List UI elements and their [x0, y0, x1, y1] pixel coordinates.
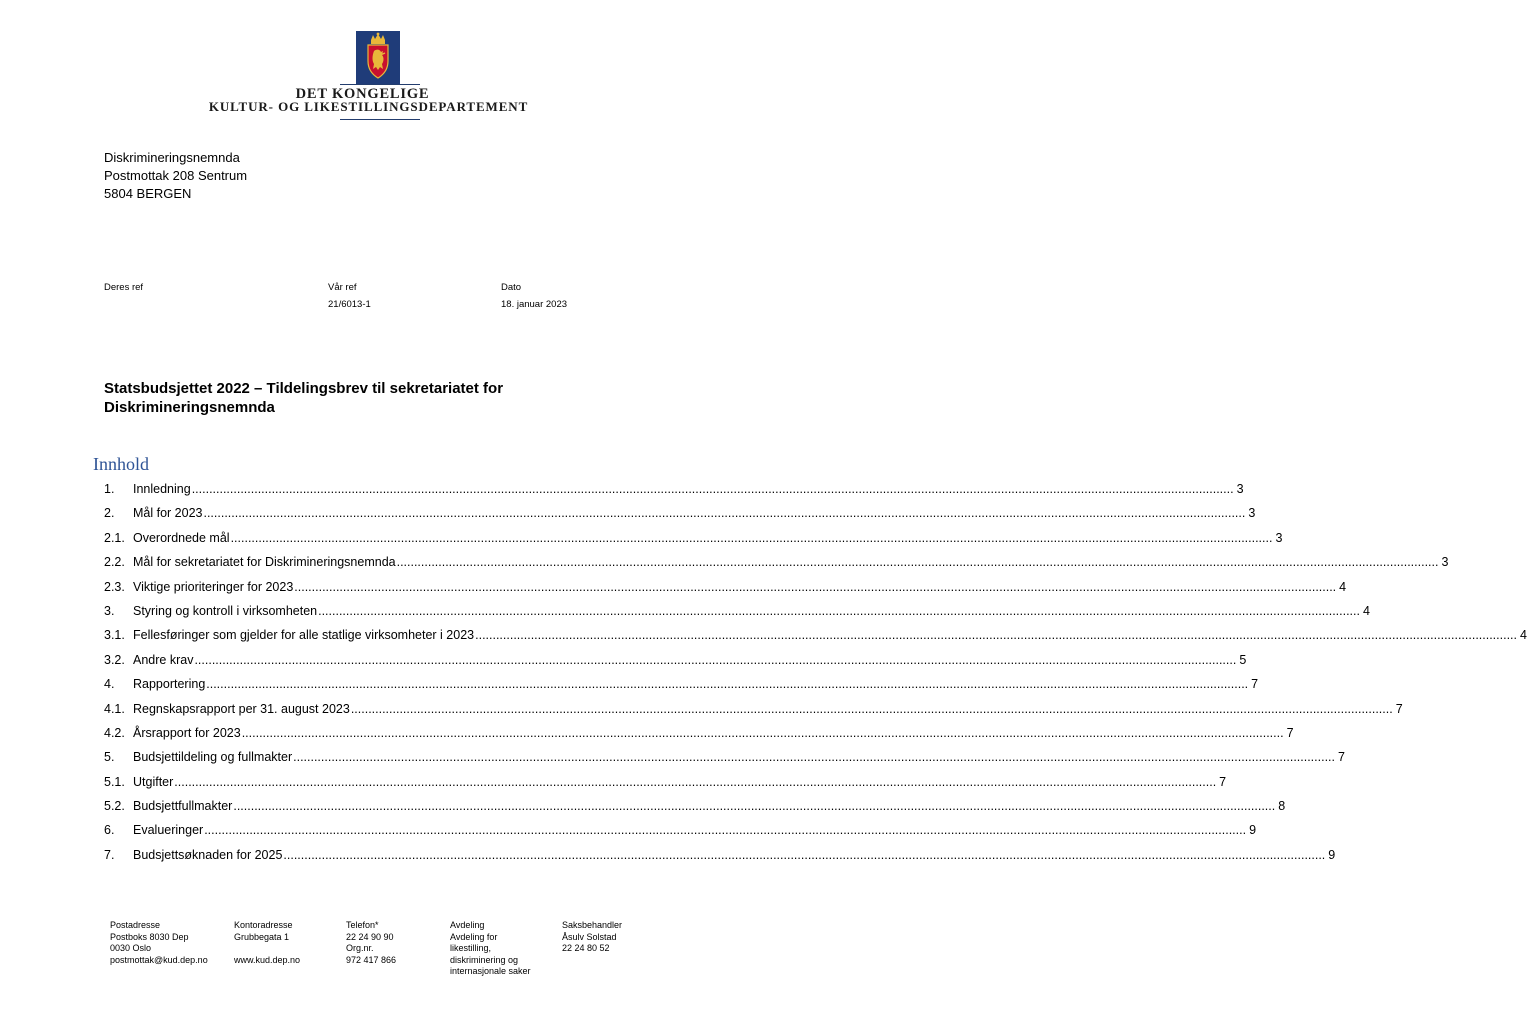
toc-entry-leader: ............................................................................................................................................................................................................................................................................................................: [203, 506, 1246, 521]
toc-entry[interactable]: [104, 603, 1370, 628]
toc-entry-number: 3.2.: [104, 652, 125, 667]
toc-entry-leader: ............................................................................................................................................................................................................................................................................................................: [204, 823, 1247, 838]
toc-entry[interactable]: [104, 677, 1259, 701]
toc-entry-title[interactable]: Budsjettildeling og fullmakter: [133, 750, 293, 765]
toc-entry-page[interactable]: 3: [1236, 482, 1244, 496]
toc-heading: Innhold: [93, 454, 149, 474]
toc-entry-leader: ............................................................................................................................................................................................................................................................................................................: [396, 555, 1439, 570]
toc-entry-leader: ............................................................................................................................................................................................................................................................................................................: [241, 725, 1284, 740]
toc-entry-page[interactable]: 3: [1441, 555, 1449, 570]
dato-label: Dato: [501, 282, 522, 293]
toc-entry-title[interactable]: Evalueringer: [133, 823, 204, 838]
toc-entry-page[interactable]: 9: [1328, 847, 1336, 862]
footer-avdeling-line: Avdeling for: [450, 931, 498, 942]
footer-avdeling-line: likestilling,: [450, 943, 492, 953]
toc-entry[interactable]: [104, 628, 1527, 652]
footer-saksbehandler-phone: 22 24 80 52: [562, 943, 610, 953]
footer-postadresse-line: Postboks 8030 Dep: [110, 931, 189, 942]
toc-entry-number: 3.1.: [104, 628, 125, 643]
toc-entry-leader: ............................................................................................................................................................................................................................................................................................................: [318, 603, 1360, 618]
toc-entry-number: 4.: [104, 677, 115, 692]
footer-website-link[interactable]: www.kud.dep.no: [234, 954, 301, 965]
footer-telefon-number: 22 24 90 90: [346, 931, 394, 942]
toc-entry-number: 2.1.: [104, 530, 125, 545]
toc-entry-number: 6.: [104, 823, 115, 838]
toc-entry-title[interactable]: Styring og kontroll i virksomheten: [133, 603, 318, 618]
toc-entry-title[interactable]: Fellesføringer som gjelder for alle statlige virksomheter i 2023: [133, 628, 475, 643]
toc-entry-title[interactable]: Mål for 2023: [133, 506, 203, 521]
toc-entry[interactable]: [104, 823, 1257, 847]
footer-telefon-label: Telefon*: [346, 920, 379, 930]
toc-entry-leader: ............................................................................................................................................................................................................................................................................................................: [194, 652, 1237, 667]
department-line-1: DET KONGELIGE: [295, 86, 430, 102]
toc-entry-number: 5.1.: [104, 774, 125, 789]
footer-postadresse-label: Postadresse: [110, 920, 161, 930]
toc-entry-page[interactable]: 7: [1395, 701, 1403, 716]
toc-entry-page[interactable]: 4: [1520, 628, 1527, 643]
toc-entry-page[interactable]: 3: [1275, 530, 1283, 545]
toc-entry-number: 3.: [104, 603, 115, 618]
toc-entry-leader: ............................................................................................................................................................................................................................................................................................................: [230, 530, 1273, 545]
toc-entry[interactable]: [104, 579, 1347, 604]
recipient-city: 5804 BERGEN: [104, 186, 192, 201]
toc-entry-leader: ............................................................................................................................................................................................................................................................................................................: [293, 750, 1335, 765]
toc-entry-page[interactable]: 5: [1239, 652, 1247, 667]
toc-entry-title[interactable]: Budsjettfullmakter: [133, 799, 233, 814]
toc-entry-page[interactable]: 8: [1278, 799, 1286, 814]
footer-email[interactable]: postmottak@kud.dep.no: [110, 954, 208, 965]
footer-kontoradresse-label: Kontoradresse: [234, 920, 293, 930]
toc-entry-number: 2.2.: [104, 555, 125, 570]
toc-entry[interactable]: [104, 750, 1345, 774]
toc-entry-title[interactable]: Innledning: [133, 482, 191, 496]
toc-entry-title[interactable]: Utgifter: [133, 774, 174, 789]
toc-entry[interactable]: [104, 530, 1283, 555]
toc-entry-page[interactable]: 7: [1219, 774, 1227, 789]
toc-entry-leader: ............................................................................................................................................................................................................................................................................................................: [174, 774, 1217, 789]
footer-avdeling: [450, 920, 531, 978]
toc-entry[interactable]: [104, 482, 1244, 506]
toc-entry-page[interactable]: 3: [1248, 506, 1256, 521]
document-title-line-2: Diskrimineringsnemnda: [104, 399, 275, 416]
footer-orgnr-label: Org.nr.: [346, 943, 374, 953]
footer-avdeling-line: internasjonale saker: [450, 966, 531, 976]
footer-saksbehandler-label: Saksbehandler: [562, 920, 623, 930]
toc-entry-leader: ............................................................................................................................................................................................................................................................................................................: [233, 799, 1276, 814]
toc-entry-page[interactable]: 9: [1249, 823, 1257, 838]
var-ref-label: Vår ref: [328, 282, 357, 293]
lion-icon: [373, 50, 384, 70]
footer-saksbehandler-name: Åsulv Solstad: [562, 931, 617, 942]
footer-postadresse-line: 0030 Oslo: [110, 943, 152, 953]
footer-telefon: [346, 920, 396, 966]
toc-entry-number: 4.2.: [104, 725, 125, 740]
toc-entry-leader: ............................................................................................................................................................................................................................................................................................................: [294, 579, 1337, 594]
toc-entry-leader: ............................................................................................................................................................................................................................................................................................................: [475, 628, 1517, 643]
footer-avdeling-label: Avdeling: [450, 920, 485, 930]
toc-entry-leader: ............................................................................................................................................................................................................................................................................................................: [350, 701, 1393, 716]
toc-entry-number: 7.: [104, 847, 115, 862]
toc-entry-title[interactable]: Årsrapport for 2023: [133, 725, 241, 740]
footer-kontoradresse: [234, 920, 300, 966]
footer-avdeling-line: diskriminering og: [450, 954, 519, 965]
coat-of-arms-logo: [356, 31, 400, 85]
toc-entry-number: 5.: [104, 750, 115, 765]
document-title: [104, 379, 624, 417]
toc-entry[interactable]: [104, 799, 1286, 823]
toc-entry[interactable]: [104, 847, 1336, 872]
recipient-street: Postmottak 208 Sentrum: [104, 168, 248, 183]
footer-orgnr-value: 972 417 866: [346, 954, 397, 965]
header-rule-bottom: [340, 119, 420, 120]
deres-ref-label: Deres ref: [104, 282, 144, 293]
toc-entry-title[interactable]: Rapportering: [133, 677, 206, 692]
toc-entry-title[interactable]: Viktige prioriteringer for 2023: [133, 579, 294, 594]
toc-entry-leader: ............................................................................................................................................................................................................................................................................................................: [283, 847, 1326, 862]
toc-entry[interactable]: [104, 652, 1247, 677]
toc-entry-title[interactable]: Mål for sekretariatet for Diskrimineringsnemnda: [133, 555, 396, 570]
toc-entry-number: 5.2.: [104, 799, 125, 814]
toc-entry-title[interactable]: Andre krav: [133, 652, 194, 667]
var-ref-value: 21/6013-1: [328, 299, 371, 310]
toc-entry[interactable]: [104, 555, 1449, 579]
footer-postadresse: [110, 920, 208, 966]
footer-saksbehandler: [562, 920, 622, 955]
department-line-2: KULTUR- OG LIKESTILLINGSDEPARTEMENT: [208, 99, 529, 114]
toc-entry[interactable]: [104, 725, 1294, 750]
table-of-contents: [104, 482, 1527, 872]
toc-entry-title[interactable]: Budsjettsøknaden for 2025: [133, 847, 283, 862]
toc-entry-page[interactable]: 7: [1286, 725, 1294, 740]
document-title-line-1: Statsbudsjettet 2022 – Tildelingsbrev til sekretariatet for: [104, 380, 504, 397]
toc-entry-number: 2.3.: [104, 579, 125, 594]
toc-entry-page[interactable]: 4: [1362, 603, 1370, 618]
toc-entry-number: 2.: [104, 506, 115, 521]
recipient-name: Diskrimineringsnemnda: [104, 150, 240, 165]
toc-entry[interactable]: [104, 506, 1256, 530]
toc-entry-number: 4.1.: [104, 701, 125, 716]
recipient-address: [104, 149, 247, 203]
header-rule-top: [340, 84, 420, 85]
footer-kontoradresse-blank: [234, 943, 300, 955]
toc-entry[interactable]: [104, 774, 1227, 799]
toc-entry-page[interactable]: 4: [1339, 579, 1347, 594]
footer-kontoradresse-line: Grubbegata 1: [234, 931, 290, 942]
toc-entry-page[interactable]: 7: [1251, 677, 1259, 692]
toc-entry-leader: ............................................................................................................................................................................................................................................................................................................: [191, 482, 1234, 496]
toc-entry-title[interactable]: Overordnede mål: [133, 530, 230, 545]
toc-entry[interactable]: [104, 701, 1403, 726]
toc-entry-leader: ............................................................................................................................................................................................................................................................................................................: [206, 677, 1249, 692]
dato-value: 18. januar 2023: [501, 299, 568, 310]
toc-entry-title[interactable]: Regnskapsrapport per 31. august 2023: [133, 701, 350, 716]
toc-entry-page[interactable]: 7: [1338, 750, 1345, 765]
toc-entry-number: 1.: [104, 482, 115, 496]
